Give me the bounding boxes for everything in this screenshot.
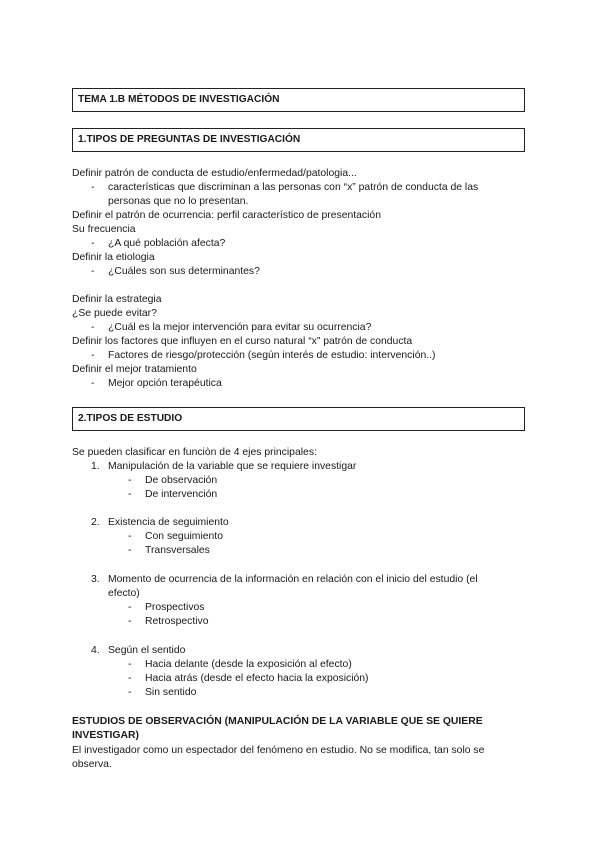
bullet-dash: - [128,545,132,556]
list-item-text: Según el sentido [108,645,186,656]
bullet-dash: - [128,659,132,670]
list-item-text-continued: efecto) [108,588,140,599]
list-item-text: Manipulación de la variable que se requiere investigar [108,461,357,472]
sub-item-text: Hacia atrás (desde el efecto hacia la exposición) [145,673,369,684]
text-line: Definir el mejor tratamiento [72,364,197,375]
text-line: Su frecuencia [72,224,136,235]
bullet-dash: - [128,489,132,500]
text-line: Definir el patrón de ocurrencia: perfil característico de presentación [72,210,381,221]
bullet-dash: - [128,687,132,698]
subsection-heading: ESTUDIOS DE OBSERVACIÓN (MANIPULACIÓN DE LA VARIABLE QUE SE QUIERE [72,716,483,727]
bullet-dash: - [91,266,95,277]
bullet-dash: - [128,531,132,542]
text-line: Definir la etiologia [72,252,155,263]
sub-item-text: Retrospectivo [145,616,209,627]
sub-item-text: Sin sentido [145,687,197,698]
list-number: 2. [91,517,100,528]
bullet-dash: - [91,238,95,249]
text-line: Se pueden clasificar en funciòn de 4 ejes principales: [72,447,317,458]
section-1-heading: 1.TIPOS DE PREGUNTAS DE INVESTIGACIÓN [72,128,525,152]
bullet-dash: - [128,616,132,627]
sub-item-text: Con seguimiento [145,531,223,542]
text-line: El investigador como un espectador del fenómeno en estudio. No se modifica, tan solo se [72,745,485,756]
sub-item-text: De intervención [145,489,218,500]
bullet-text: características que discriminan a las personas con “x” patrón de conducta de las [108,182,479,193]
bullet-dash: - [128,602,132,613]
list-number: 4. [91,645,100,656]
list-item-text: Existencia de seguimiento [108,517,229,528]
bullet-text: ¿A qué población afecta? [108,238,226,249]
bullet-text: ¿Cuál es la mejor intervención para evitar su ocurrencia? [108,322,372,333]
bullet-dash: - [91,378,95,389]
bullet-dash: - [91,322,95,333]
sub-item-text: Prospectivos [145,602,205,613]
text-line: Definir los factores que influyen en el curso natural “x” patrón de conducta [72,336,413,347]
bullet-dash: - [91,350,95,361]
bullet-text: Mejor opción terapéutica [108,378,222,389]
bullet-dash: - [91,182,95,193]
list-number: 1. [91,461,100,472]
sub-item-text: De observación [145,475,218,486]
text-line: Definir patrón de conducta de estudio/enfermedad/patologia... [72,168,357,179]
bullet-dash: - [128,673,132,684]
section-2-heading: 2.TIPOS DE ESTUDIO [72,407,525,431]
bullet-dash: - [128,475,132,486]
sub-item-text: Hacia delante (desde la exposición al efecto) [145,659,352,670]
text-line: ¿Se puede evitar? [72,308,157,319]
document-title-box: TEMA 1.B MÉTODOS DE INVESTIGACIÓN [72,88,525,112]
list-number: 3. [91,574,100,585]
sub-item-text: Transversales [145,545,210,556]
bullet-text: ¿Cuáles son sus determinantes? [108,266,260,277]
list-item-text: Momento de ocurrencia de la información en relación con el inicio del estudio (el [108,574,478,585]
text-line: Definir la estrategia [72,294,162,305]
text-line: observa. [72,759,112,770]
bullet-text-continued: personas que no lo presentan. [108,196,249,207]
subsection-heading-continued: INVESTIGAR) [72,730,139,741]
bullet-text: Factores de riesgo/protección (según interés de estudio: intervención..) [108,350,436,361]
